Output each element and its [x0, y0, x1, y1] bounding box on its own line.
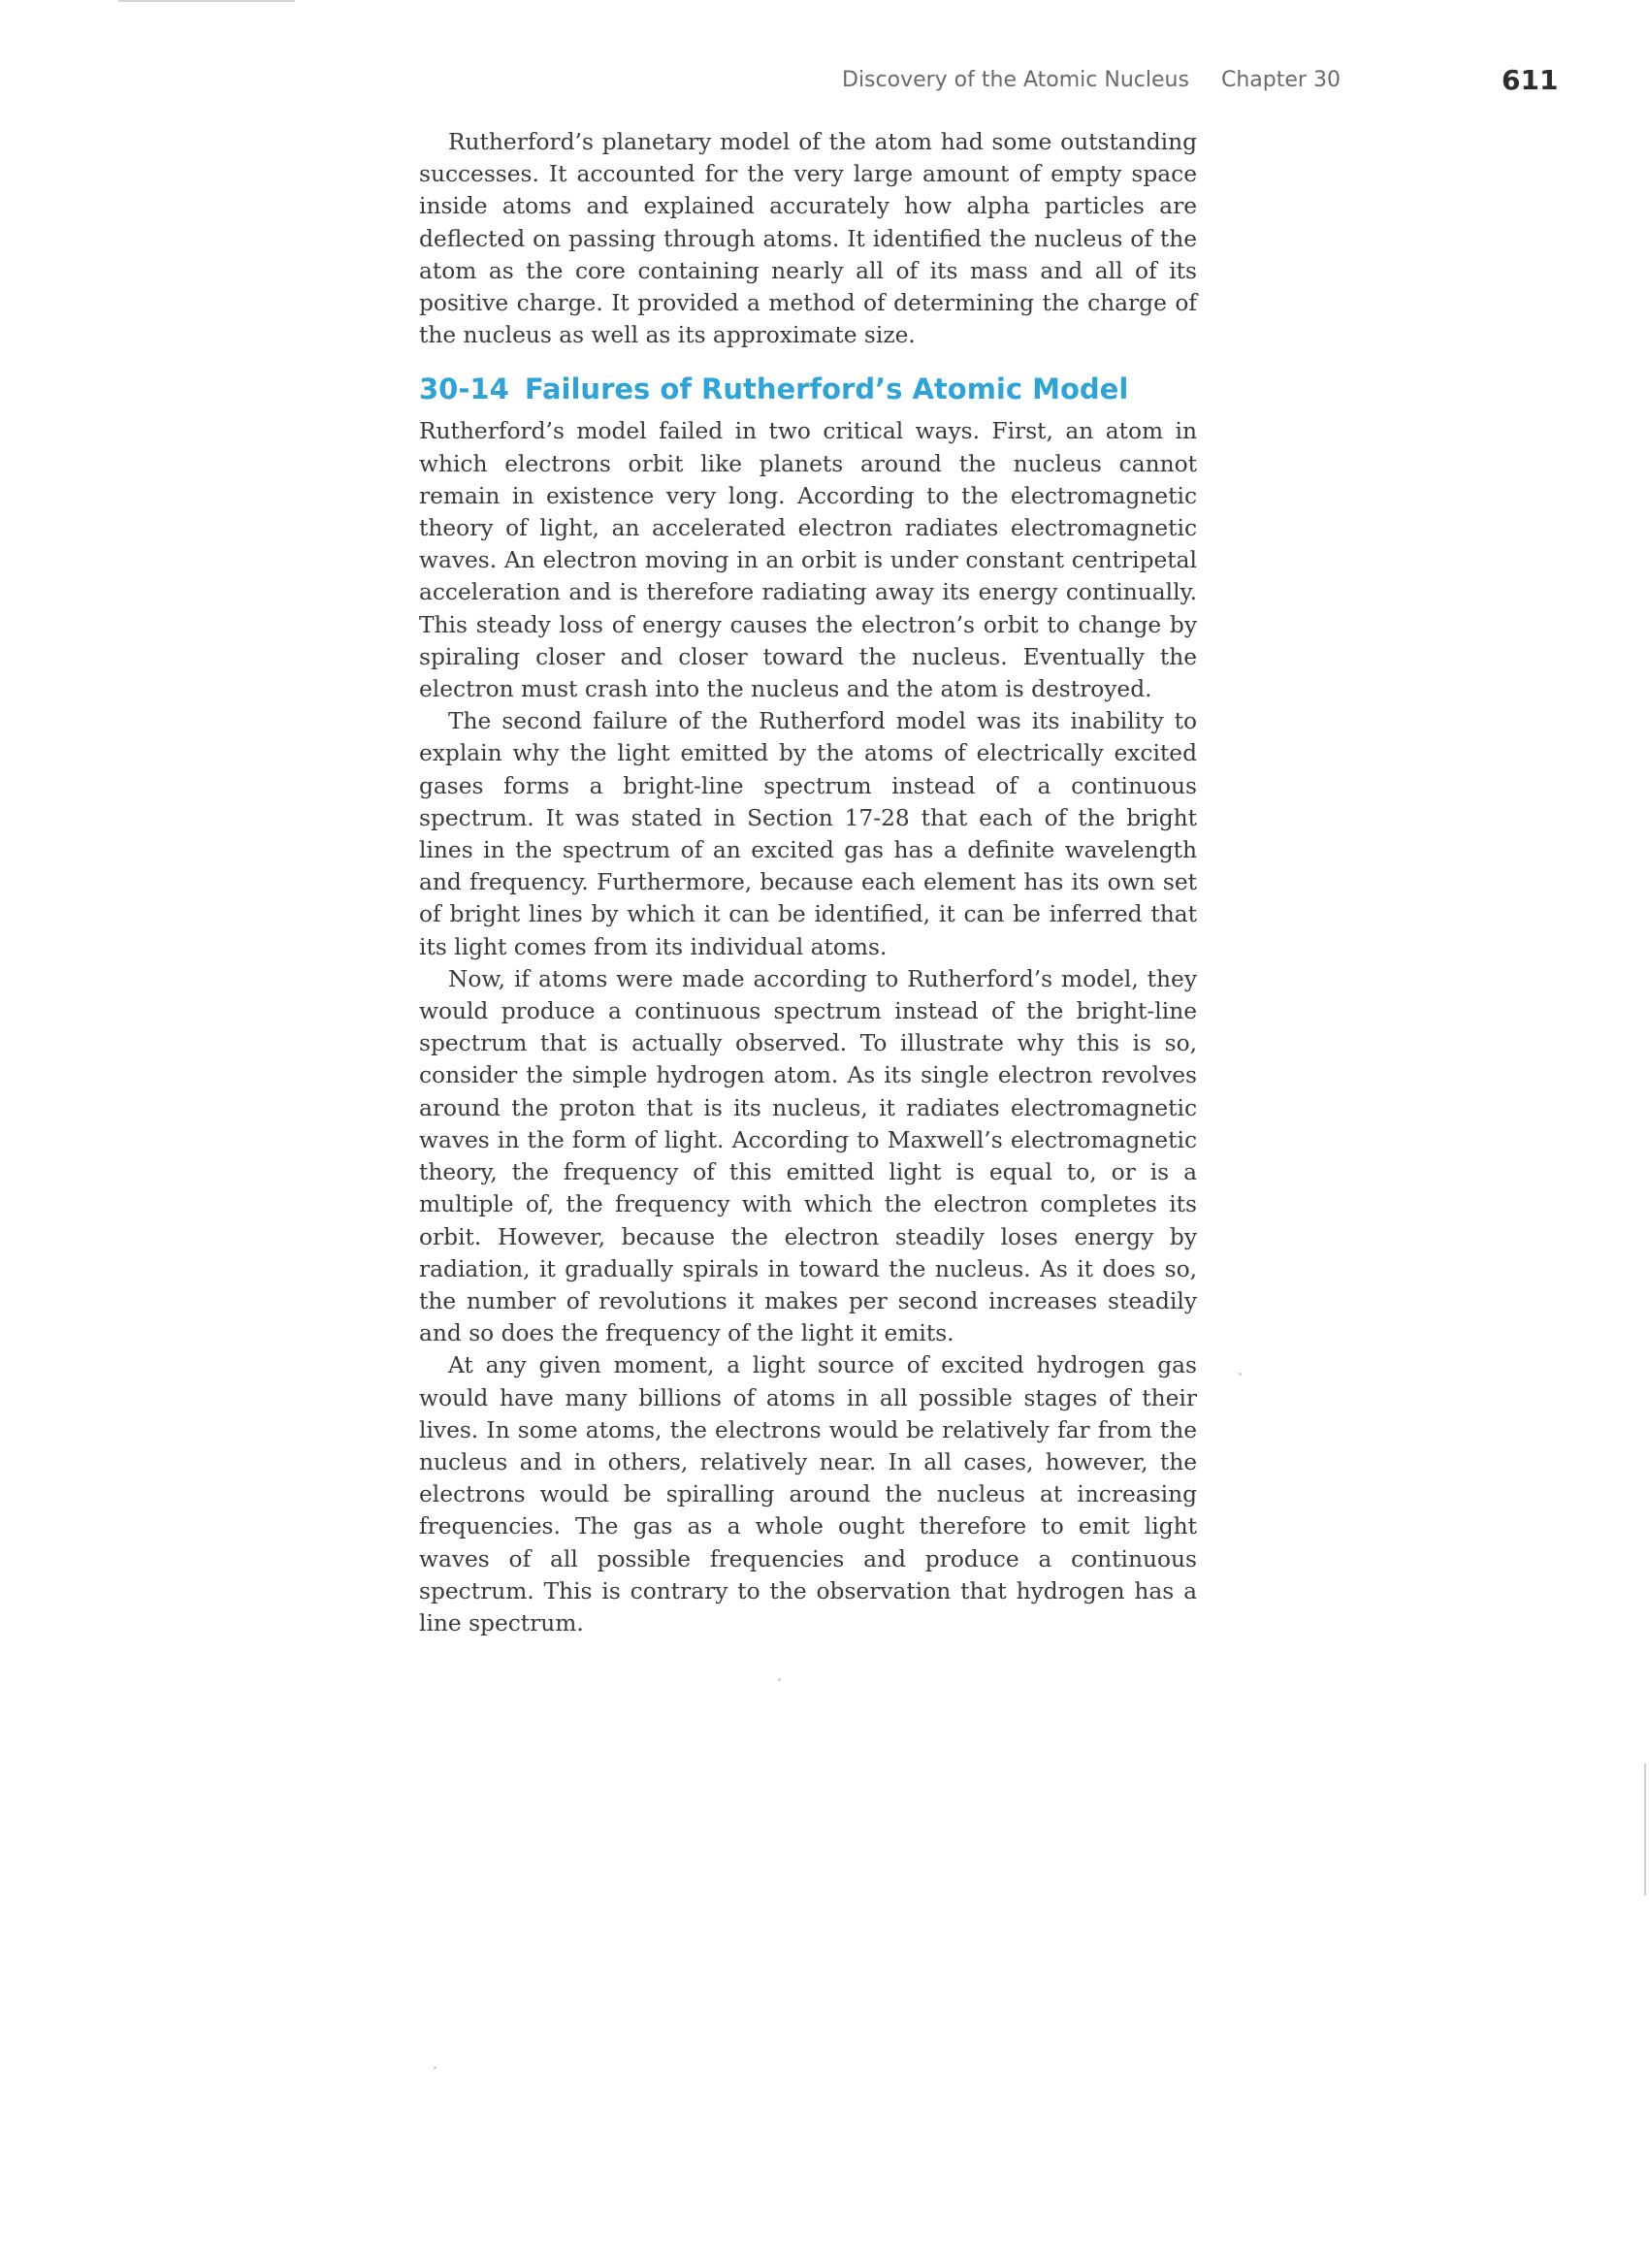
- scan-speck: [1239, 1373, 1242, 1376]
- section-title: Failures of Rutherford’s Atomic Model: [524, 373, 1129, 406]
- section-number: 30-14: [419, 373, 509, 406]
- scan-edge-right: [1644, 1764, 1646, 1895]
- running-head-title: Discovery of the Atomic Nucleus: [842, 68, 1189, 92]
- body-paragraph: The second failure of the Rutherford model was its inability to explain why the light emitted by the atoms of electrically excited gases forms a bright-line spectrum instead of a continuous spectrum. It was stated in Section 17-28 that each of the bright lines in the spectrum of an excited gas has a definite wavelength and frequency. Furthermore, because each element has its own set of bright lines by which it can be identified, it can be inferred that its light comes from its individual atoms.: [419, 708, 1197, 960]
- scan-speck: [434, 2066, 436, 2069]
- section-heading: [419, 369, 1197, 409]
- scan-edge-top: [118, 0, 295, 2]
- running-head-chapter: Chapter 30: [1221, 68, 1341, 92]
- text-column: [419, 126, 1197, 1639]
- page-number: 611: [1502, 64, 1559, 96]
- body-paragraph: At any given moment, a light source of excited hydrogen gas would have many billions of atoms in all possible stages of their lives. In some atoms, the electrons would be relatively far from the nucleus and in others, relatively near. In all cases, however, the electrons would be spiralling around the nucleus at increasing frequencies. The gas as a whole ought therefore to emit light waves of all possible frequencies and produce a continuous spectrum. This is contrary to the observation that hydrogen has a line spectrum.: [419, 1352, 1197, 1636]
- body-paragraph: Rutherford’s model failed in two critical ways. First, an atom in which electrons orbit like planets around the nucleus cannot remain in existence very long. According to the electromagnetic theory of light, an accelerated electron radiates electromagnetic waves. An electron moving in an orbit is under constant centripetal acceleration and is therefore radiating away its energy continually. This steady loss of energy causes the electron’s orbit to change by spiraling closer and closer toward the nucleus. Eventually the electron must crash into the nucleus and the atom is destroyed.: [419, 418, 1197, 703]
- intro-paragraph: Rutherford’s planetary model of the atom had some outstanding successes. It accounted for the very large amount of empty space inside atoms and explained accurately how alpha particles are deflected on passing through atoms. It identified the nucleus of the atom as the core containing nearly all of its mass and all of its positive charge. It provided a method of determining the charge of the nucleus as well as its approximate size.: [419, 129, 1197, 349]
- scan-speck: [778, 1678, 781, 1681]
- running-head: [834, 64, 1559, 103]
- body-paragraph: Now, if atoms were made according to Rutherford’s model, they would produce a continuous spectrum instead of the bright-line spectrum that is actually observed. To illustrate why this is so, consider the simple hydrogen atom. As its single electron revolves around the proton that is its nucleus, it radiates electromagnetic waves in the form of light. According to Maxwell’s electromagnetic theory, the frequency of this emitted light is equal to, or is a multiple of, the frequency with which the electron completes its orbit. However, because the electron steadily loses energy by radiation, it gradually spirals in toward the nucleus. As it does so, the number of revolutions it makes per second increases steadily and so does the frequency of the light it emits.: [419, 965, 1197, 1347]
